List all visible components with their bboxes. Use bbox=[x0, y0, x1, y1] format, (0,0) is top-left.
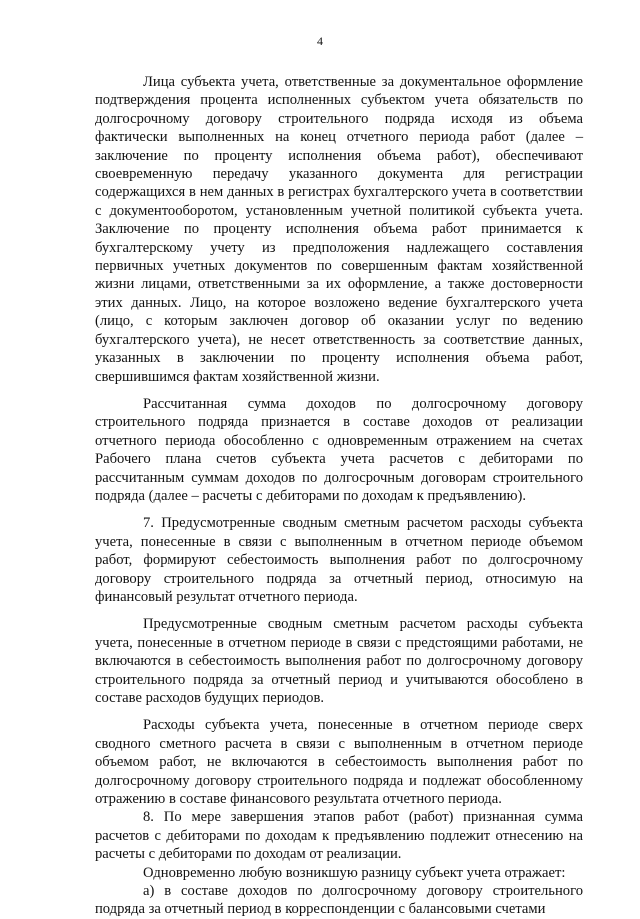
paragraph-difference-intro: Одновременно любую возникшую разницу субъект учета отражает: bbox=[143, 864, 566, 881]
paragraph-item-7: 7. Предусмотренные сводным сметным расчетом расходы субъекта учета, понесенные в связи с выполненным в отчетном периоде объемом работ, формируют себестоимость выполнения работ по долгосрочному договору строительного подряда за отчетный период, относимую на финансовый результат отчетного периода. bbox=[95, 515, 583, 605]
paragraph-subitem-a: а) в составе доходов по долгосрочному договору строительного подряда за отчетный период в корреспонденции с балансовыми счетами bbox=[95, 883, 583, 918]
paragraph-item-8: 8. По мере завершения этапов работ (работ) признанная сумма расчетов с дебиторами по доходам к предъявлению подлежит отнесению на расчеты с дебиторами по доходам от реализации. bbox=[95, 809, 583, 863]
paragraph-calculated-revenue: Рассчитанная сумма доходов по долгосрочному договору строительного подряда признается в составе доходов от реализации отчетного периода обособленно с одновременным отражением на счетах Рабочего плана счетов субъекта учета расчетов с дебиторами по рассчитанным суммам доходов по долгосрочным договорам строительного подряда (далее – расчеты с дебиторами по доходам к предъявлению). bbox=[95, 395, 583, 504]
document-body bbox=[95, 73, 583, 919]
paragraph-excess-expenses: Расходы субъекта учета, понесенные в отчетном периоде сверх сводного сметного расчета в связи с выполненным в отчетном периоде объемом работ, не включаются в себестоимость выполнения работ по долгосрочному договору строительного подряда и подлежат обособленному отражению в составе финансового результата отчетного периода. bbox=[95, 717, 583, 808]
paragraph-future-expenses: Предусмотренные сводным сметным расчетом расходы субъекта учета, понесенные в отчетном периоде в связи с предстоящими работами, не включаются в себестоимость выполнения работ по долгосрочному договору строительного подряда за отчетный период и учитываются обособлено в составе расходов будущих периодов. bbox=[95, 616, 583, 706]
page-number: 4 bbox=[317, 34, 323, 48]
paragraph-responsible-persons: Лица субъекта учета, ответственные за документальное оформление подтверждения процента исполненных субъектом учета обязательств по долгосрочному договору строительного подряда исходя из объема фактически выполненных на конец отчетного периода работ (далее – заключение по проценту исполнения объема работ), обеспечивают своевременную передачу указанного документа для регистрации содержащихся в нем данных в регистрах бухгалтерского учета в соответствии с документооборотом, установленным учетной политикой субъекта учета. Заключение по проценту исполнения объема работ принимается к бухгалтерскому учету из предположения надлежащего составления первичных учетных документов по совершенным фактам хозяйственной жизни лицами, ответственными за их оформление, а также достоверности этих данных. Лицо, на которое возложено ведение бухгалтерского учета (лицо, с которым заключен договор об оказании услуг по ведению бухгалтерского учета), не несет ответственность за соответствие данных, указанных в заключении по проценту исполнения объема работ, свершившимся фактам хозяйственной жизни. bbox=[95, 74, 583, 385]
